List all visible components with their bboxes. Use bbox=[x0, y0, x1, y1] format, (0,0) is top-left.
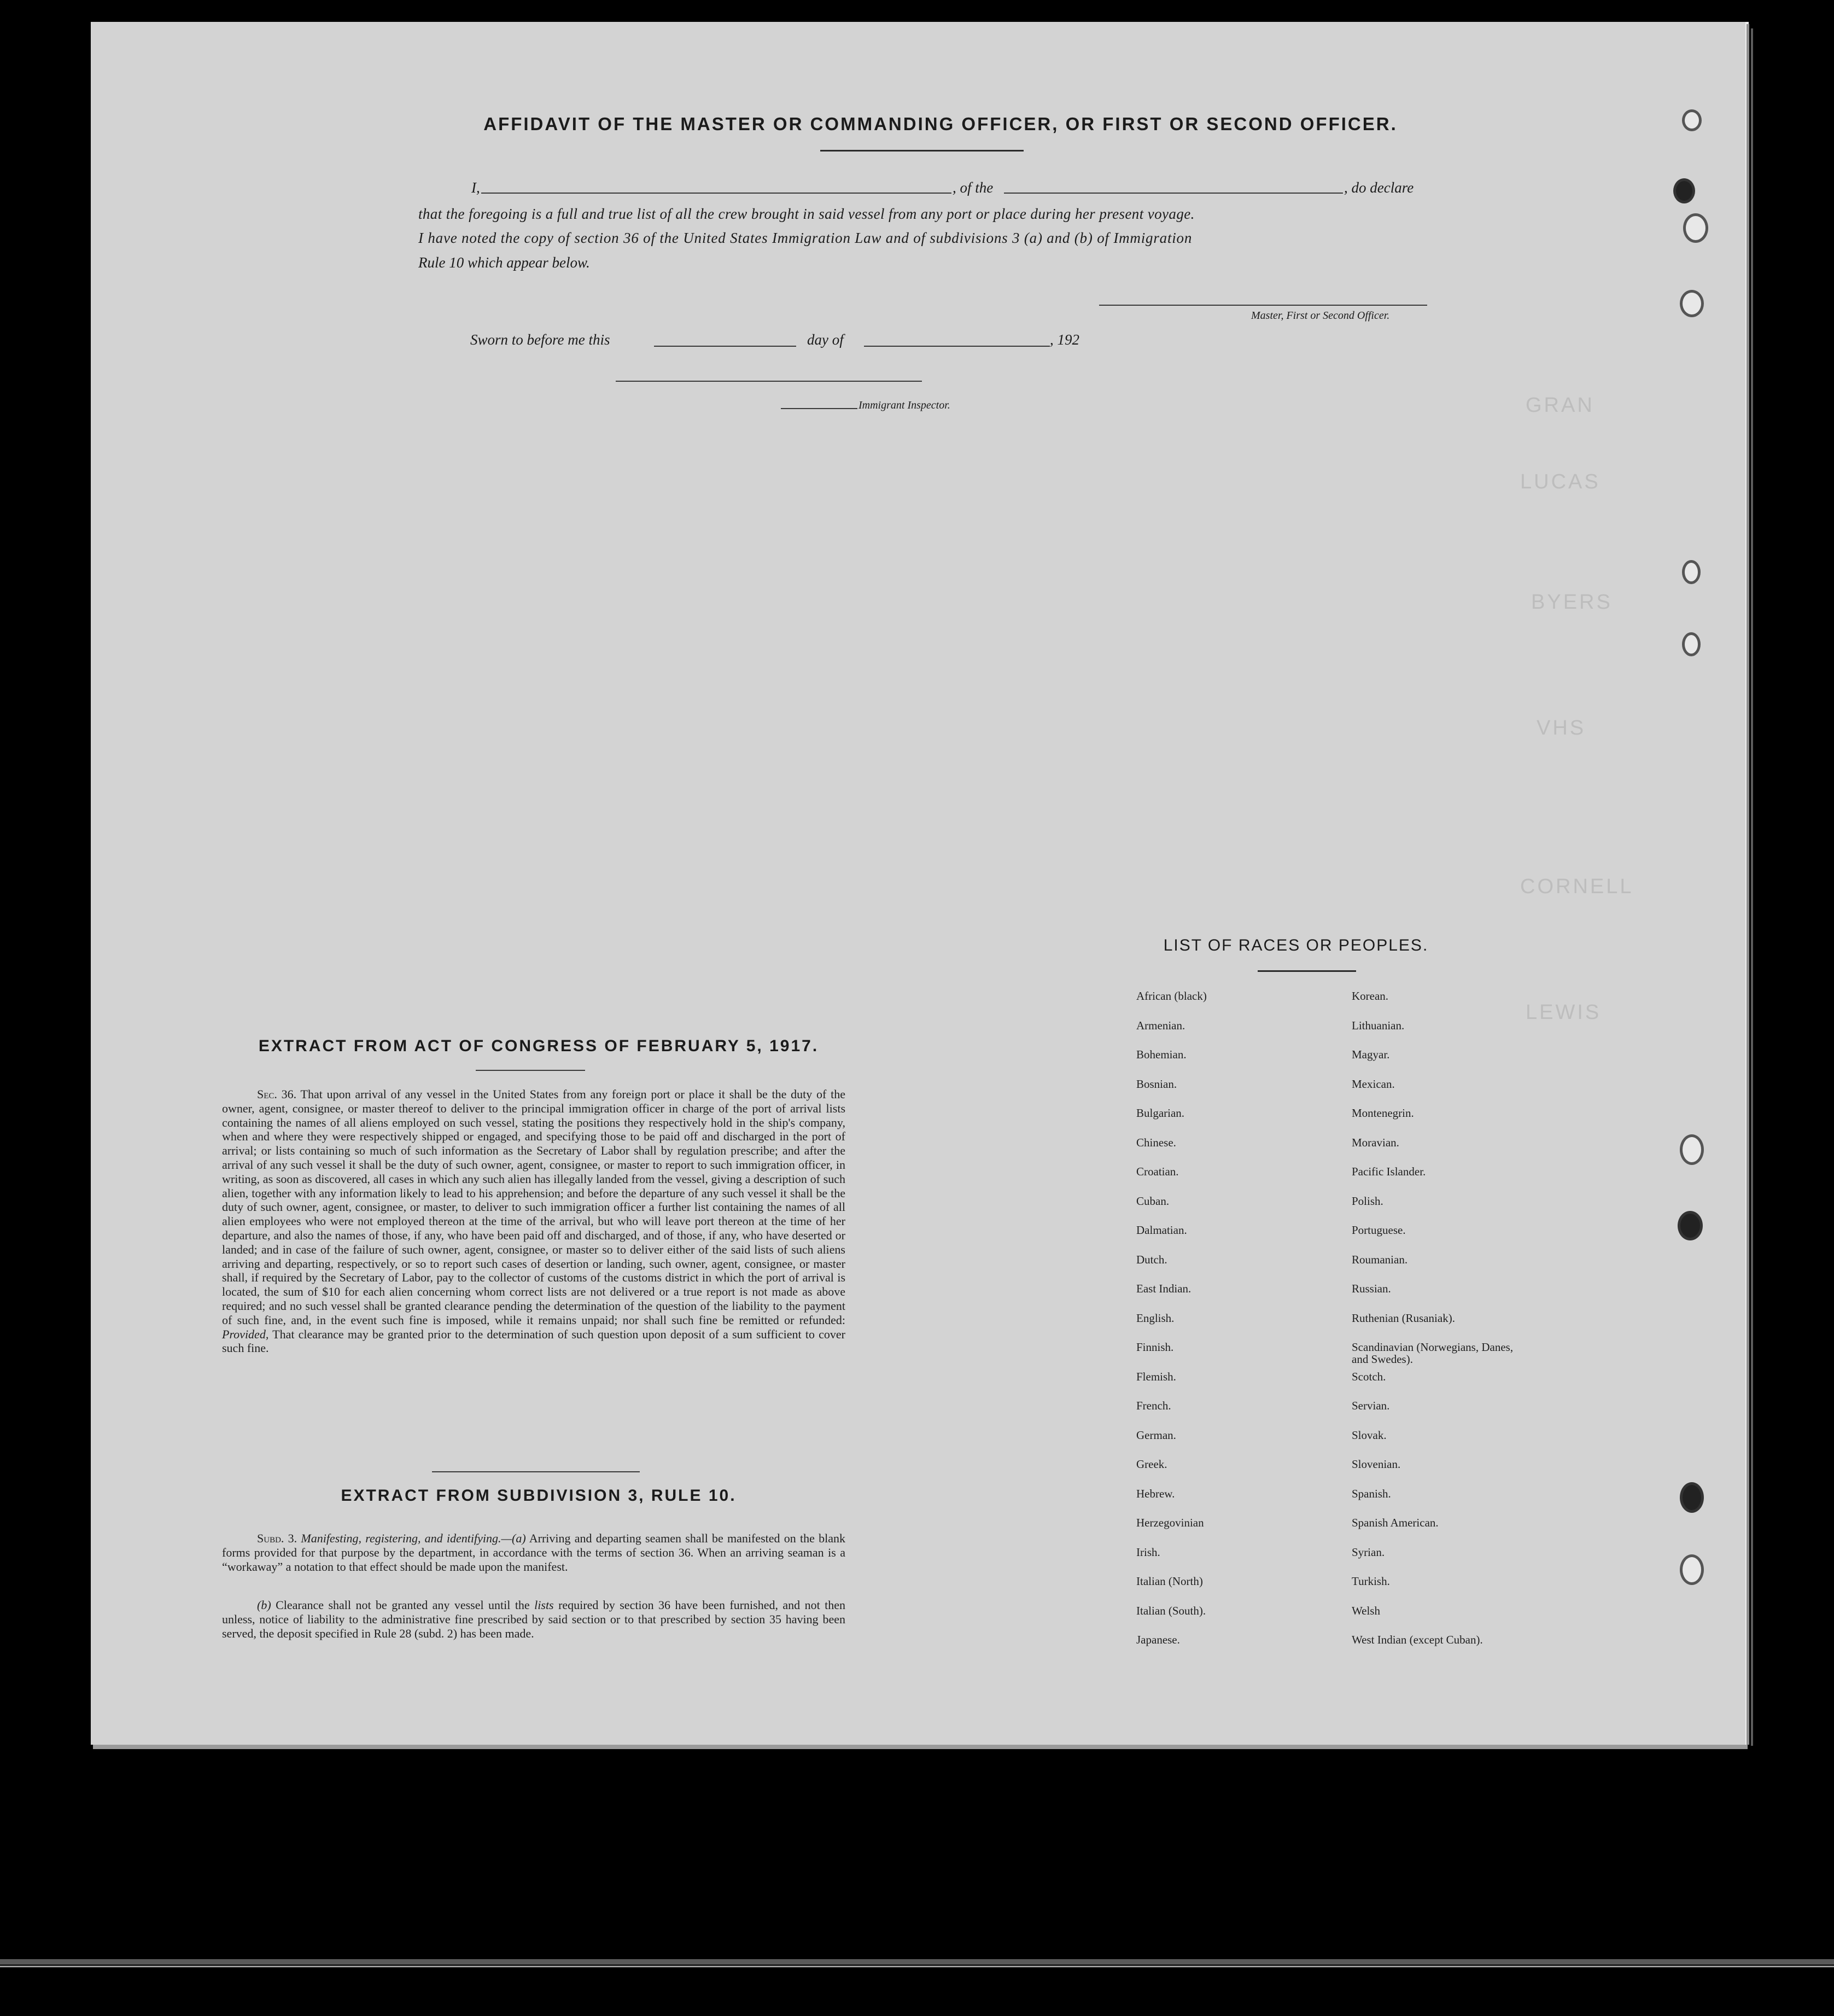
binding-hole bbox=[1673, 178, 1695, 203]
race-item: Bohemian. bbox=[1136, 1048, 1187, 1061]
act-extract-title: EXTRACT FROM ACT OF CONGRESS OF FEBRUARY 5, 1917. bbox=[258, 1037, 819, 1055]
bleed-through: VHS bbox=[1537, 716, 1586, 739]
binding-hole bbox=[1680, 290, 1704, 317]
provided-word: Provided, bbox=[222, 1327, 269, 1341]
race-item: West Indian (except Cuban). bbox=[1352, 1633, 1483, 1646]
races-right-column bbox=[1352, 990, 1532, 1663]
race-item: Dalmatian. bbox=[1136, 1223, 1187, 1237]
binding-hole bbox=[1680, 1482, 1704, 1513]
para-b-marker: (b) bbox=[257, 1598, 271, 1612]
race-item: East Indian. bbox=[1136, 1282, 1191, 1295]
race-item: Irish. bbox=[1136, 1545, 1160, 1559]
binding-hole bbox=[1682, 560, 1701, 584]
declarant-prefix: I, bbox=[471, 179, 480, 196]
race-item: Hebrew. bbox=[1136, 1487, 1175, 1500]
race-item: Croatian. bbox=[1136, 1165, 1179, 1178]
para-a-body: Arriving and departing seamen shall be manifested on the blank forms provided for that purpose by the department, in accordance with the terms of section 36. When an arriving seaman is a “workaway” a notation to that effect should be made upon the manifest. bbox=[222, 1531, 845, 1574]
declarant-name-blank bbox=[481, 193, 951, 194]
sworn-year: , 192 bbox=[1050, 331, 1079, 348]
binding-hole bbox=[1683, 213, 1708, 243]
race-item: Polish. bbox=[1352, 1194, 1383, 1208]
sworn-month-blank bbox=[864, 346, 1050, 347]
binding-hole bbox=[1678, 1211, 1703, 1240]
bleed-through: GRAN bbox=[1526, 394, 1594, 417]
subd-heading: Manifesting, registering, and identifying. bbox=[301, 1531, 501, 1545]
affidavit-line-3: I have noted the copy of section 36 of the United States Immigration Law and of subdivisions 3 (a) and (b) of Immigration bbox=[418, 230, 1193, 246]
para-b-lists: lists bbox=[534, 1598, 554, 1612]
race-item: Scotch. bbox=[1352, 1370, 1386, 1383]
binding-hole bbox=[1682, 109, 1702, 131]
inspector-signature-blank bbox=[616, 381, 922, 382]
races-left-column bbox=[1136, 990, 1300, 1663]
title-underline bbox=[820, 150, 1024, 152]
bleed-through: BYERS bbox=[1531, 591, 1613, 614]
race-item: Turkish. bbox=[1352, 1575, 1390, 1588]
race-item: Korean. bbox=[1352, 989, 1389, 1003]
race-item: German. bbox=[1136, 1428, 1176, 1442]
inspector-caption: Immigrant Inspector. bbox=[858, 399, 950, 411]
races-title: LIST OF RACES OR PEOPLES. bbox=[1163, 936, 1429, 954]
bleed-through: LUCAS bbox=[1520, 470, 1601, 493]
race-item: Lithuanian. bbox=[1352, 1018, 1405, 1032]
race-item: Ruthenian (Rusaniak). bbox=[1352, 1311, 1455, 1325]
page-edge bbox=[1747, 24, 1749, 1745]
race-item: Italian (South). bbox=[1136, 1604, 1206, 1617]
rule-extract-title: EXTRACT FROM SUBDIVISION 3, RULE 10. bbox=[341, 1487, 737, 1505]
binding-hole bbox=[1682, 632, 1701, 656]
race-item: African (black) bbox=[1136, 989, 1207, 1003]
binding-hole bbox=[1680, 1554, 1704, 1585]
affidavit-title: AFFIDAVIT OF THE MASTER OR COMMANDING OFFICER, OR FIRST OR SECOND OFFICER. bbox=[483, 114, 1398, 134]
race-item: Welsh bbox=[1352, 1604, 1380, 1617]
section-36-text bbox=[222, 1087, 845, 1355]
sworn-day-of: day of bbox=[807, 331, 844, 348]
affidavit-line-2: that the foregoing is a full and true list of all the crew brought in said vessel from any port or place during her present voyage. bbox=[418, 206, 1195, 222]
section-36-body: That upon arrival of any vessel in the United States from any foreign port or place it shall be the duty of the owner, agent, consignee, or master thereof to deliver to the principal immigration officer in charge of the port of arrival lists containing the names of all aliens employed on such vessel, stating the positions they respectively hold in the ship's company, when and where they were respectively shipped or engaged, and specifying those to be paid off and discharged in the port of arrival; or lists containing so much of such information as the Secretary of Labor shall by regulation prescribe; and after the arrival of any such vessel it shall be the duty of such owner, agent, consignee, or master to report to such immigration officer, in writing, as soon as discovered, all cases in which any such alien has illegally landed from the vessel, giving a description of such alien, together with any information likely to lead to his apprehension; and before the departure of any such vessel it shall be the duty of such owner, agent, consignee, or master, to deliver to such immigration officer a further list containing the names of all alien employees who were not employed thereon at the time of the arrival, but who will leave port thereon at the time of her departure, and also the names of those, if any, who have been paid off and discharged, and of those, if any, who have deserted or landed; and in case of the failure of such owner, agent, consignee, or master so to deliver either of the said lists of such aliens arriving and departing, respectively, or so to report such cases of desertion or landing, such owner, agent, consignee, or master shall, if required by the Secretary of Labor, pay to the collector of customs of the customs district in which the port of arrival is located, the sum of $10 for each alien concerning whom correct lists are not delivered or a true report is not made as above required; and no such vessel shall be granted clearance pending the determination of the question of the liability to the payment of such fine, and, in the event such fine is imposed, while it remains unpaid; nor shall such fine be remitted or refunded: bbox=[222, 1087, 845, 1327]
race-item: Roumanian. bbox=[1352, 1252, 1408, 1266]
race-item: Russian. bbox=[1352, 1282, 1391, 1295]
race-item: Flemish. bbox=[1136, 1370, 1176, 1383]
race-item: French. bbox=[1136, 1399, 1171, 1412]
race-item: Syrian. bbox=[1352, 1545, 1385, 1559]
race-item: Chinese. bbox=[1136, 1135, 1176, 1149]
race-item: Spanish. bbox=[1352, 1487, 1391, 1500]
signature-blank bbox=[1099, 305, 1427, 306]
vessel-prefix: , of the bbox=[953, 179, 994, 196]
section-label: Sec. 36. bbox=[257, 1087, 297, 1101]
declare-suffix: , do declare bbox=[1344, 179, 1414, 196]
race-item: Portuguese. bbox=[1352, 1223, 1406, 1237]
bleed-through: LEWIS bbox=[1526, 1001, 1602, 1024]
race-item: Spanish American. bbox=[1352, 1516, 1439, 1529]
race-item: Greek. bbox=[1136, 1458, 1167, 1471]
act-title-underline bbox=[476, 1070, 585, 1071]
races-title-underline bbox=[1258, 970, 1356, 972]
race-item: Bosnian. bbox=[1136, 1077, 1177, 1091]
race-item: Montenegrin. bbox=[1352, 1106, 1414, 1120]
page-edge bbox=[1751, 28, 1753, 1746]
race-item: Finnish. bbox=[1136, 1341, 1174, 1354]
race-item: Pacific Islander. bbox=[1352, 1165, 1426, 1178]
race-item: Slovenian. bbox=[1352, 1458, 1401, 1471]
para-a-marker: —(a) bbox=[501, 1531, 526, 1545]
race-item: Magyar. bbox=[1352, 1048, 1390, 1061]
race-item: Bulgarian. bbox=[1136, 1106, 1185, 1120]
race-item: Dutch. bbox=[1136, 1252, 1167, 1266]
subd-label: Subd. 3. bbox=[257, 1531, 297, 1545]
binding-hole bbox=[1680, 1134, 1704, 1165]
subdivision-a-text bbox=[222, 1531, 845, 1574]
race-item: Scandinavian (Norwegians, Danes, and Swedes). bbox=[1352, 1341, 1514, 1366]
page-bottom-edge bbox=[93, 1745, 1748, 1749]
race-item: Armenian. bbox=[1136, 1018, 1185, 1032]
signature-caption: Master, First or Second Officer. bbox=[1251, 310, 1390, 322]
scanner-strip bbox=[0, 1966, 1834, 1967]
sworn-prefix: Sworn to before me this bbox=[470, 331, 610, 348]
vessel-name-blank bbox=[1004, 193, 1343, 194]
section-divider bbox=[432, 1471, 640, 1472]
scanner-strip bbox=[0, 1959, 1834, 1965]
sworn-day-blank bbox=[654, 346, 796, 347]
race-item: Herzegovinian bbox=[1136, 1516, 1204, 1529]
inspector-short-blank bbox=[781, 408, 857, 409]
affidavit-line-4: Rule 10 which appear below. bbox=[418, 254, 590, 271]
race-item: Servian. bbox=[1352, 1399, 1390, 1412]
para-b-post: required by section 36 have been furnished, and not then unless, notice of liability to the administrative fine prescribed by said section or to that prescribed by section 35 having been served, the deposit specified in Rule 28 (subd. 2) has been made. bbox=[222, 1598, 846, 1640]
race-item: Japanese. bbox=[1136, 1633, 1180, 1646]
section-36-tail: That clearance may be granted prior to the determination of such question upon deposit of a sum sufficient to cover such fine. bbox=[222, 1327, 845, 1355]
bleed-through: CORNELL bbox=[1520, 875, 1634, 898]
race-item: Mexican. bbox=[1352, 1077, 1395, 1091]
para-b-pre: Clearance shall not be granted any vessel until the bbox=[276, 1598, 530, 1612]
subdivision-b-text bbox=[222, 1598, 845, 1640]
race-item: Italian (North) bbox=[1136, 1575, 1203, 1588]
race-item: Slovak. bbox=[1352, 1428, 1387, 1442]
race-item: English. bbox=[1136, 1311, 1175, 1325]
race-item: Moravian. bbox=[1352, 1135, 1399, 1149]
race-item: Cuban. bbox=[1136, 1194, 1170, 1208]
